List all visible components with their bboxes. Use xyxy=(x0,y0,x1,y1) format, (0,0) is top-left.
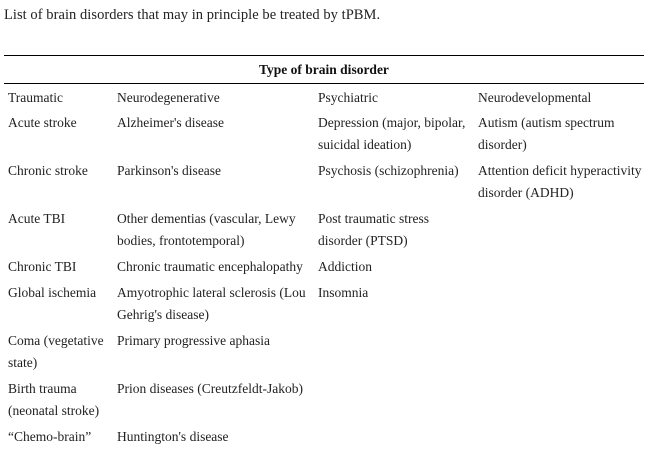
column-header: Neurodegenerative xyxy=(117,90,220,105)
table-cell xyxy=(474,256,644,282)
table-cell xyxy=(314,378,474,426)
column-header: Neurodevelopmental xyxy=(478,90,592,105)
column-header-row xyxy=(4,84,644,112)
table-row xyxy=(4,256,644,282)
table-cell xyxy=(314,330,474,378)
table-cell xyxy=(474,330,644,378)
table-row xyxy=(4,378,644,426)
table-row xyxy=(4,282,644,330)
table-cell: Chronic TBI xyxy=(8,259,77,274)
table-cell: Huntington's disease xyxy=(117,429,229,444)
table-row xyxy=(4,160,644,208)
table-cell: Chronic traumatic encephalopathy xyxy=(117,259,303,274)
table-cell xyxy=(474,282,644,330)
table-cell xyxy=(314,426,474,452)
table-cell: Acute TBI xyxy=(8,211,66,226)
table-cell: Autism (autism spectrum disorder) xyxy=(478,115,615,152)
table-cell: Depression (major, bipolar, suicidal ideation) xyxy=(318,115,466,152)
table-cell xyxy=(474,208,644,256)
table-cell: Other dementias (vascular, Lewy bodies, frontotemporal) xyxy=(117,211,296,248)
table-cell: Chronic stroke xyxy=(8,163,88,178)
group-header: Type of brain disorder xyxy=(4,56,644,84)
table-cell: Prion diseases (Creutzfeldt-Jakob) xyxy=(117,381,303,396)
table-cell: Birth trauma (neonatal stroke) xyxy=(8,381,100,418)
table-cell: Attention deficit hyperactivity disorder (ADHD) xyxy=(478,163,642,200)
table-cell xyxy=(474,426,644,452)
table-row xyxy=(4,208,644,256)
table-cell: Psychosis (schizophrenia) xyxy=(318,163,459,178)
table-row xyxy=(4,426,644,452)
table-cell: Addiction xyxy=(318,259,372,274)
table-cell: Coma (vegetative state) xyxy=(8,333,104,370)
table-caption: List of brain disorders that may in principle be treated by tPBM. xyxy=(4,7,381,23)
table-cell: Amyotrophic lateral sclerosis (Lou Gehrig's disease) xyxy=(117,285,306,322)
table-cell: Alzheimer's disease xyxy=(117,115,225,130)
table-cell: Parkinson's disease xyxy=(117,163,222,178)
table-cell: Post traumatic stress disorder (PTSD) xyxy=(318,211,429,248)
column-header: Psychiatric xyxy=(318,90,378,105)
table-row xyxy=(4,330,644,378)
brain-disorders-table xyxy=(4,55,644,452)
column-header: Traumatic xyxy=(8,90,63,105)
table-cell: Global ischemia xyxy=(8,285,97,300)
table-cell: Primary progressive aphasia xyxy=(117,333,270,348)
table-cell: Insomnia xyxy=(318,285,369,300)
table-cell: Acute stroke xyxy=(8,115,77,130)
table-row xyxy=(4,112,644,160)
table-cell xyxy=(474,378,644,426)
table-cell: “Chemo-brain” xyxy=(8,429,92,444)
